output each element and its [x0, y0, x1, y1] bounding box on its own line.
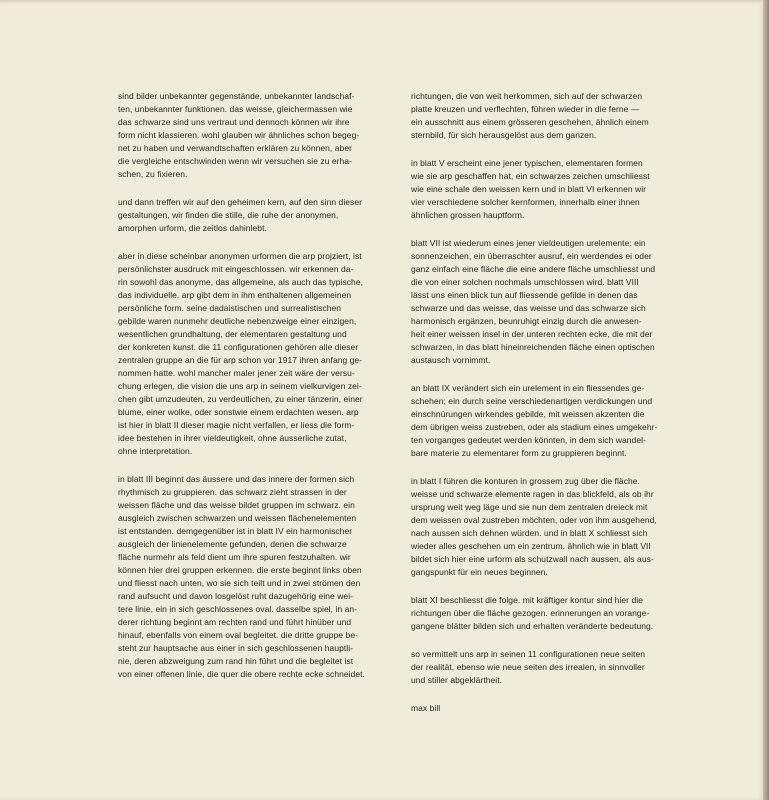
- left-text-column: [118, 90, 390, 696]
- page-top-edge: [0, 0, 763, 4]
- paragraph: sind bilder unbekannter gegenstände, unbekannter landschaf- ten, unbekannter funktionen. das weisse, gleichermassen wie das schwarze sind uns vertraut und dennoch können wir ihre form nicht klassieren. wohl glauben wir ähnliches schon begeg- net zu haben und verwandtschaften erklären zu können, aber die vergleiche entschwinden wenn wir versuchen sie zu erha- schen, zu fixieren.: [118, 91, 360, 179]
- paragraph: aber in diese scheinbar anonymen urformen die arp projziert, ist persönlichster ausdruck mit eingeschlossen. wir erkennen da- rin sowohl das anonyme, das allgemeine, als auch das typische, das individuelle. arp gibt dem in ihm enthaltenen allgemeinen persönliche form. seine dadaistischen und surrealistischen gebilde waren nunmehr deutliche nebenzweige einer einzigen, wesentlichen grundhaltung, der elementaren gestaltung und der konkreten kunst. die 11 configurationen gehören alle dieser zentralen gruppe an die für arp schon vor 1917 ihren anfang ge- nommen hatte. wohl mancher maler jener zeit wäre der versu- chung erlegen, die vision die uns arp in seinem vielkurvigen zei- chen gibt umzudeuten, zu verdeutlichen, zu einer tänzerin, einer blume, einer wolke, oder sonstwie einem erdachten wesen. arp ist hier in blatt II dieser magie nicht verfallen, er liess die form- idee bestehen in ihrer vieldeutigkeit, ohne äusserliche zutat, ohne interpretation.: [118, 251, 364, 456]
- paragraph: in blatt I führen die konturen in grossem zug über die fläche. weisse und schwarze elemente ragen in das blickfeld, als ob ihr ursprung weit weg läge und sie nun dem zentralen dreieck mit dem weissen oval zustreben möchten, oder von ihm ausgehend, nach aussen sich dehnen würden. und in blatt X schliesst sich wieder alles geschehen um ein zentrum. ähnlich wie in blatt VII bildet sich hier eine urform als schutzwall nach aussen, als aus- gangspunkt für ein neues beginnen.: [411, 476, 657, 577]
- paragraph: so vermittelt uns arp in seinen 11 configurationen neue seiten der realität, ebenso wie neue seiten des irrealen, in sinnvoller und stiller abgeklärtheit.: [411, 649, 646, 685]
- paragraph: in blatt V erscheint eine jener typischen, elementaren formen wie sie arp geschaffen hat, ein schwarzes zeichen umschliesst wie eine schale den weissen kern und in blatt VI erkennen wir vier verschiedene solcher kernformen, innerhalb einer ihnen ähnlichen grossen hauptform.: [411, 158, 650, 220]
- paragraph: richtungen, die von weit herkommen, sich auf der schwarzen platte kreuzen und verflechten, führen wieder in die ferne — ein ausschnitt aus einem grösseren geschehen, ähnlich einem sternbild, für sich herausgelöst aus dem ganzen.: [411, 91, 649, 140]
- paragraph: blatt VII ist wiederum eines jener vieldeutigen urelemente: ein sonnenzeichen, ein überraschter ausruf, ein werdendes ei oder ganz einfach eine fläche die eine andere fläche umschliesst und die von einer solchen nochmals umschlossen wird. blatt VIII lässt uns einen blick tun auf fliessende gefilde in denen das schwarze und das weisse, das weisse und das schwarze sich harmonisch ergänzen, beunruhigt einzig durch die anwesen- heit einer weissen insel in der unteren rechten ecke, die mit der schwarzen, in das blatt hineinreichenden fläche einen optischen austausch vornimmt.: [411, 238, 656, 365]
- paragraph: und dann treffen wir auf den geheimen kern, auf den sinn dieser gestaltungen, wir finden die stille, die ruhe der anonymen, amorphen urform, die zeitlos dahinlebt.: [118, 197, 362, 233]
- paragraph: blatt XI beschliesst die folge. mit kräftiger kontur sind hier die richtungen über die fläche gezogen. erinnerungen an vorange- gangene blätter bilden sich und erhalten veränderte bedeutung.: [411, 595, 654, 631]
- paragraph: in blatt III beginnt das äussere und das innere der formen sich rhythmisch zu gruppieren. das schwarz zieht strassen in der weissen fläche und das weisse bildet gruppen im schwarz. ein ausgleich zwischen schwarzen und weissen flächenelementen ist entstanden. demgegenüber ist in blatt IV ein harmonischer ausgleich der linienelemente gefunden, denen die schwarze fläche nurmehr als feld dient um ihre spuren festzuhalten. wir können hier drei gruppen erkennen. die erste beginnt links oben und fliesst nach unten, wo sie sich teilt und in zwei strömen den rand aufsucht und davon losgelöst ruht dazugehörig eine wei- tere linie, ein in sich geschlossenes oval. dasselbe spiel, in an- derer richtung beginnt am rechten rand und führt hinüber und hinauf, ebenfalls von einem oval begleitet. die dritte gruppe be- steht zur hauptsache aus einer in sich geschlossenen hauptli- nie, deren abzweigung zum rand hin führt und die begleitet ist von einer offenen linie, die quer die obere rechte ecke schneidet.: [118, 474, 365, 679]
- paragraph: an blatt IX verändert sich ein urelement in ein fliessendes ge- schehen; ein durch seine verschiedenartigen verdickungen und einschnürungen wirkendes gebilde, mit weissen akzenten die dem übrigen weiss zustreben, oder als stadium eines umgekehr- ten vorganges gedeutet werden könnten, in dem sich wandel- bare materie zu elementarer form zu gruppieren beginnt.: [411, 383, 658, 458]
- author-signature: max bill: [411, 703, 441, 713]
- page-right-edge: [763, 0, 769, 800]
- right-text-column: [411, 90, 683, 730]
